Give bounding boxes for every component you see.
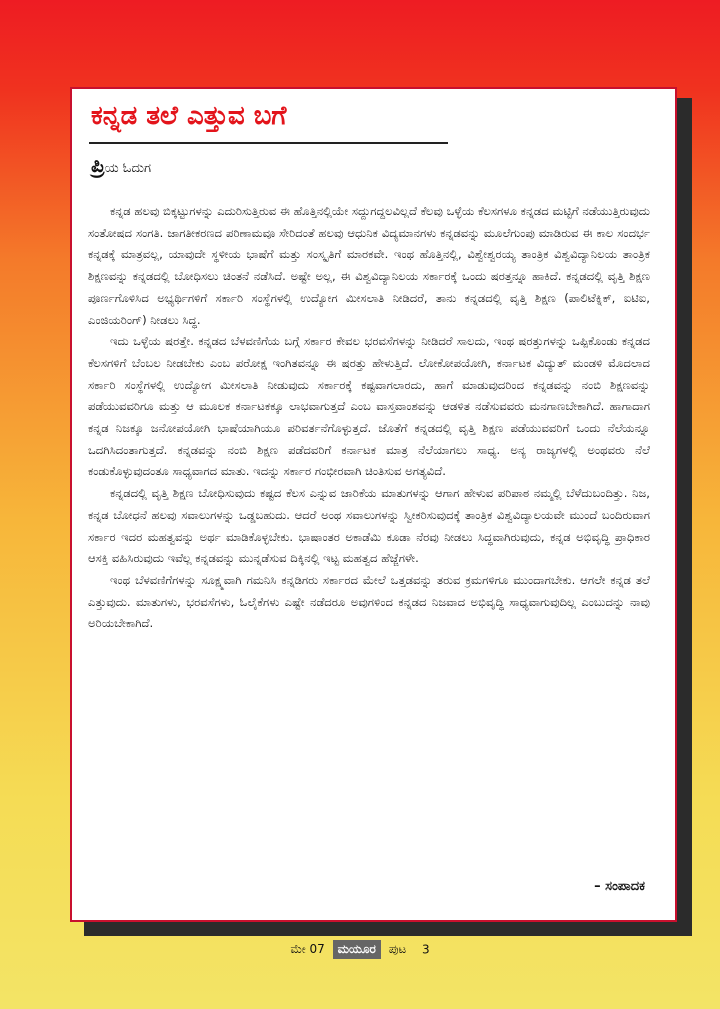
editorial-page <box>70 87 677 922</box>
article-paragraph: ಇಂಥ ಬೆಳವಣಿಗೆಗಳನ್ನು ಸೂಕ್ಷ್ಮವಾಗಿ ಗಮನಿಸಿ ಕನ್ನಡಿಗರು ಸರ್ಕಾರದ ಮೇಲೆ ಒತ್ತಡವನ್ನು ತರುವ ಕ್ರಮಗಳಿಗೂ ಮುಂದಾಗಬೇಕು. ಆಗಲೇ ಕನ್ನಡ ತಲೆ ಎತ್ತುವುದು. ಮಾತುಗಳು, ಭರವಸೆಗಳು, ಓಲೈಕೆಗಳು ಎಷ್ಟೇ ನಡೆದರೂ ಅವುಗಳಿಂದ ಕನ್ನಡದ ನಿಜವಾದ ಅಭಿವೃದ್ಧಿ ಸಾಧ್ಯವಾಗುವುದಿಲ್ಲ ಎಂಬುದನ್ನು ನಾವು ಅರಿಯಬೇಕಾಗಿದೆ. <box>88 572 650 631</box>
salutation-initial: ಪ್ರಿ <box>91 153 105 177</box>
editor-signature: – ಸಂಪಾದಕ <box>594 879 645 894</box>
title-underline <box>89 142 448 144</box>
article-body <box>88 201 650 635</box>
footer-page-label: ಪುಟ <box>388 942 407 956</box>
footer-magazine-name: ಮಯೂರ <box>333 940 381 959</box>
salutation <box>91 153 151 177</box>
page-footer <box>0 940 720 959</box>
article-paragraph: ಇದು ಒಳ್ಳೆಯ ಷರತ್ತೇ. ಕನ್ನಡದ ಬೆಳವಣಿಗೆಯ ಬಗ್ಗೆ ಸರ್ಕಾರ ಕೇವಲ ಭರವಸೆಗಳನ್ನು ನೀಡಿದರೆ ಸಾಲದು, ಇಂಥ ಷರತ್ತುಗಳನ್ನು ಒಪ್ಪಿಕೊಂಡು ಕನ್ನಡದ ಕೆಲಸಗಳಿಗೆ ಬೆಂಬಲ ನೀಡಬೇಕು ಎಂಬ ಪರೋಕ್ಷ ಇಂಗಿತವನ್ನೂ ಈ ಷರತ್ತು ಹೇಳುತ್ತಿದೆ. ಲೋಕೋಪಯೋಗಿ, ಕರ್ನಾಟಕ ವಿದ್ಯುತ್ ಮಂಡಳಿ ಮೊದಲಾದ ಸರ್ಕಾರಿ ಸಂಸ್ಥೆಗಳಲ್ಲಿ ಉದ್ಯೋಗ ಮೀಸಲಾತಿ ನೀಡುವುದು ಸರ್ಕಾರಕ್ಕೆ ಕಷ್ಟವಾಗಲಾರದು, ಹಾಗೆ ಮಾಡುವುದರಿಂದ ಕನ್ನಡವನ್ನು ನಂಬಿ ಶಿಕ್ಷಣವನ್ನು ಪಡೆಯುವವರಿಗೂ ಮತ್ತು ಆ ಮೂಲಕ ಕರ್ನಾಟಕಕ್ಕೂ ಲಾಭವಾಗುತ್ತದೆ ಎಂಬ ವಾಸ್ತವಾಂಶವನ್ನು ಆಡಳಿತ ನಡೆಸುವವರು ಮನಗಾಣಬೇಕಾಗಿದೆ. ಹಾಗಾದಾಗ ಕನ್ನಡ ನಿಜಕ್ಕೂ ಜನೋಪಯೋಗಿ ಭಾಷೆಯಾಗಿಯೂ ಪರಿವರ್ತನೆಗೊಳ್ಳುತ್ತದೆ. ಜೊತೆಗೆ ಕನ್ನಡದಲ್ಲಿ ವೃತ್ತಿ ಶಿಕ್ಷಣ ಪಡೆಯುವವರಿಗೆ ಒಂದು ನೆಲೆಯನ್ನೂ ಒದಗಿಸಿದಂತಾಗುತ್ತದೆ. ಕನ್ನಡವನ್ನು ನಂಬಿ ಶಿಕ್ಷಣ ಪಡೆದವರಿಗೆ ಕರ್ನಾಟಕ ಮಾತ್ರ ನೆಲೆಯಾಗಲು ಸಾಧ್ಯ. ಅನ್ಯ ರಾಜ್ಯಗಳಲ್ಲಿ ಅಂಥವರು ನೆಲೆ ಕಂಡುಕೊಳ್ಳುವುದಂತೂ ಸಾಧ್ಯವಾಗದ ಮಾತು. ಇದನ್ನು ಸರ್ಕಾರ ಗಂಭೀರವಾಗಿ ಚಿಂತಿಸುವ ಅಗತ್ಯವಿದೆ. <box>88 334 650 479</box>
footer-page-number: 3 <box>422 942 430 957</box>
salutation-rest: ಯ ಓದುಗ <box>104 161 152 176</box>
footer-month: ಮೇ 07 <box>290 942 325 956</box>
page-title: ಕನ್ನಡ ತಲೆ ಎತ್ತುವ ಬಗೆ <box>91 101 287 131</box>
article-paragraph: ಕನ್ನಡ ಹಲವು ಬಿಕ್ಕಟ್ಟುಗಳನ್ನು ಎದುರಿಸುತ್ತಿರುವ ಈ ಹೊತ್ತಿನಲ್ಲಿಯೇ ಸದ್ದುಗದ್ದಲವಿಲ್ಲದೆ ಕೆಲವು ಒಳ್ಳೆಯ ಕೆಲಸಗಳೂ ಕನ್ನಡದ ಮಟ್ಟಿಗೆ ನಡೆಯುತ್ತಿರುವುದು ಸಂತೋಷದ ಸಂಗತಿ. ಜಾಗತೀಕರಣದ ಪರಿಣಾಮವೂ ಸೇರಿದಂತೆ ಹಲವು ಆಧುನಿಕ ವಿದ್ಯಮಾನಗಳು ಕನ್ನಡವನ್ನು ಮೂಲೆಗುಂಪು ಮಾಡಿರುವ ಈ ಕಾಲ ಸಂದರ್ಭ ಕನ್ನಡಕ್ಕೆ ಮಾತ್ರವಲ್ಲ, ಯಾವುದೇ ಸ್ಥಳೀಯ ಭಾಷೆಗೆ ಮತ್ತು ಸಂಸ್ಕೃತಿಗೆ ಮಾರಕವೇ. ಇಂಥ ಹೊತ್ತಿನಲ್ಲಿ, ವಿಶ್ವೇಶ್ವರಯ್ಯ ತಾಂತ್ರಿಕ ವಿಶ್ವವಿದ್ಯಾನಿಲಯ ತಾಂತ್ರಿಕ ಶಿಕ್ಷಣವನ್ನು ಕನ್ನಡದಲ್ಲಿ ಬೋಧಿಸಲು ಚಿಂತನೆ ನಡೆಸಿದೆ. ಅಷ್ಟೇ ಅಲ್ಲ, ಈ ವಿಶ್ವವಿದ್ಯಾನಿಲಯ ಸರ್ಕಾರಕ್ಕೆ ಒಂದು ಷರತ್ತನ್ನೂ ಹಾಕಿದೆ. ಕನ್ನಡದಲ್ಲಿ ವೃತ್ತಿ ಶಿಕ್ಷಣ ಪೂರ್ಣಗೊಳಿಸಿದ ಅಭ್ಯರ್ಥಿಗಳಿಗೆ ಸರ್ಕಾರಿ ಸಂಸ್ಥೆಗಳಲ್ಲಿ ಉದ್ಯೋಗ ಮೀಸಲಾತಿ ನೀಡಿದರೆ, ತಾನು ಕನ್ನಡದಲ್ಲಿ ವೃತ್ತಿ ಶಿಕ್ಷಣ (ಪಾಲಿಟೆಕ್ನಿಕ್, ಐಟಿಐ, ಎಂಜಿಯರಿಂಗ್) ನೀಡಲು ಸಿದ್ಧ. <box>88 204 650 327</box>
article-paragraph: ಕನ್ನಡದಲ್ಲಿ ವೃತ್ತಿ ಶಿಕ್ಷಣ ಬೋಧಿಸುವುದು ಕಷ್ಟದ ಕೆಲಸ ಎನ್ನುವ ಜಾರಿಕೆಯ ಮಾತುಗಳನ್ನು ಆಗಾಗ ಹೇಳುವ ಪರಿಪಾಠ ನಮ್ಮಲ್ಲಿ ಬೆಳೆದುಬಂದಿತ್ತು. ನಿಜ, ಕನ್ನಡ ಬೋಧನೆ ಹಲವು ಸವಾಲುಗಳನ್ನು ಒಡ್ಡಬಹುದು. ಆದರೆ ಅಂಥ ಸವಾಲುಗಳನ್ನು ಸ್ವೀಕರಿಸುವುದಕ್ಕೆ ತಾಂತ್ರಿಕ ವಿಶ್ವವಿದ್ಯಾಲಯವೇ ಮುಂದೆ ಬಂದಿರುವಾಗ ಸರ್ಕಾರ ಇದರ ಮಹತ್ವವನ್ನು ಅರ್ಥ ಮಾಡಿಕೊಳ್ಳಬೇಕು. ಭಾಷಾಂತರ ಅಕಾಡೆಮಿ ಕೂಡಾ ನೆರವು ನೀಡಲು ಸಿದ್ಧವಾಗಿರುವುದು, ಕನ್ನಡ ಅಭಿವೃದ್ಧಿ ಪ್ರಾಧಿಕಾರ ಆಸಕ್ತಿ ವಹಿಸಿರುವುದು ಇವೆಲ್ಲ ಕನ್ನಡವನ್ನು ಮುನ್ನಡೆಸುವ ದಿಕ್ಕಿನಲ್ಲಿ ಇಟ್ಟ ಮಹತ್ವದ ಹೆಜ್ಜೆಗಳೇ. <box>88 486 650 566</box>
